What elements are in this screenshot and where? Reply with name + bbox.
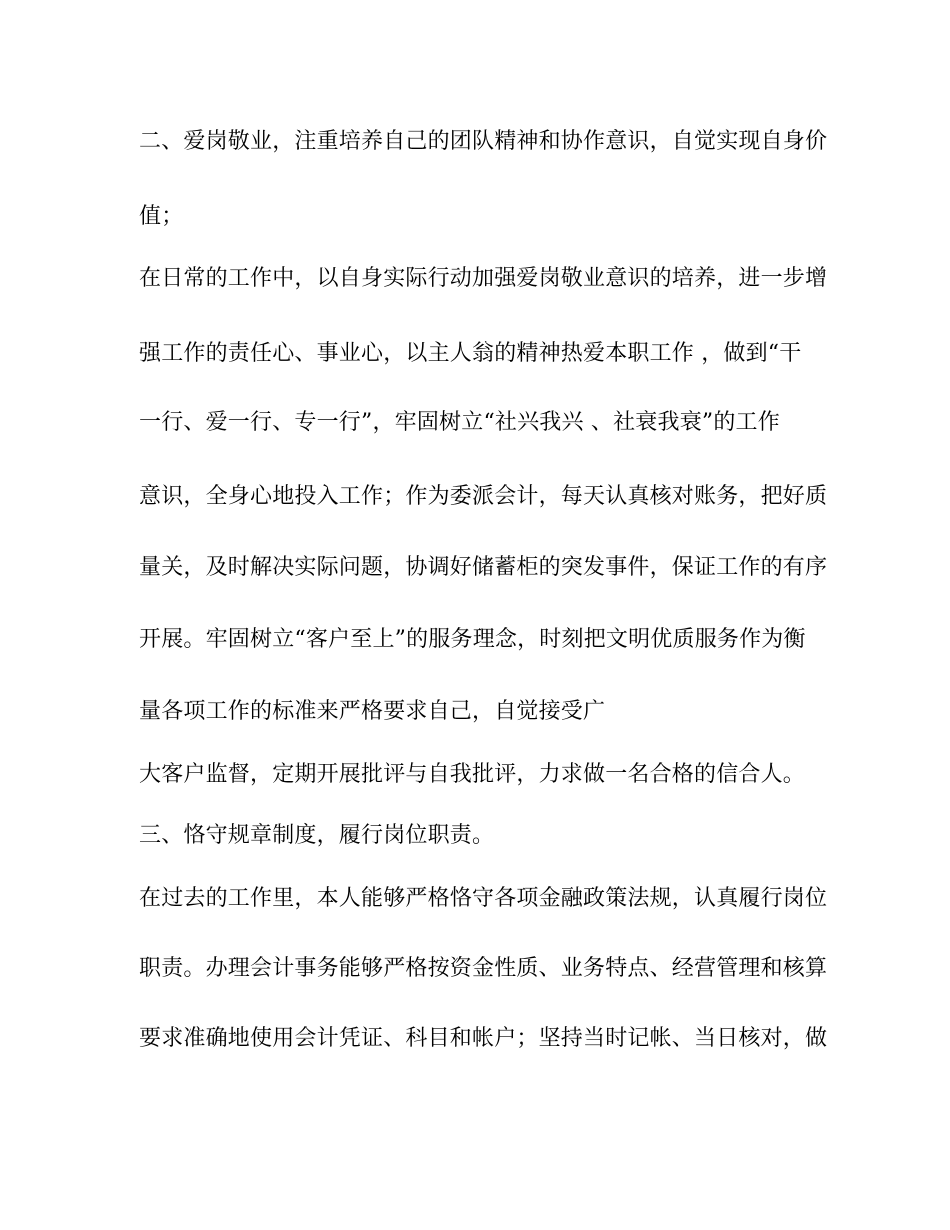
text-line: 强工作的责任心、事业心，以主人翁的精神热爱本职工作 ，做到“干 [139, 341, 802, 366]
text-line: 二、爱岗敬业，注重培养自己的团队精神和协作意识，自觉实现自身价 [139, 129, 828, 154]
text-line: 要求准确地使用会计凭证、科目和帐户；坚持当时记帐、当日核对，做 [139, 1026, 828, 1051]
text-line: 值； [139, 204, 184, 229]
text-line: 量各项工作的标准来严格要求自己，自觉接受广 [139, 699, 606, 724]
text-line: 一行、爱一行、专一行”，牢固树立“社兴我兴 、社衰我衰”的工作 [139, 410, 780, 435]
text-line: 在过去的工作里，本人能够严格恪守各项金融政策法规，认真履行岗位 [139, 886, 828, 911]
text-line: 在日常的工作中，以自身实际行动加强爱岗敬业意识的培养，进一步增 [139, 266, 828, 291]
text-line: 职责。办理会计事务能够严格按资金性质、业务特点、经营管理和核算 [139, 956, 828, 981]
text-line: 开展。牢固树立“客户至上”的服务理念，时刻把文明优质服务作为衡 [139, 627, 806, 652]
section-heading: 三、恪守规章制度，履行岗位职责。 [139, 823, 495, 848]
text-line: 量关，及时解决实际问题，协调好储蓄柜的突发事件，保证工作的有序 [139, 555, 828, 580]
text-line: 大客户监督，定期开展批评与自我批评，力求做一名合格的信合人。 [139, 762, 806, 787]
text-line: 意识，全身心地投入工作；作为委派会计，每天认真核对账务，把好质 [139, 484, 828, 509]
